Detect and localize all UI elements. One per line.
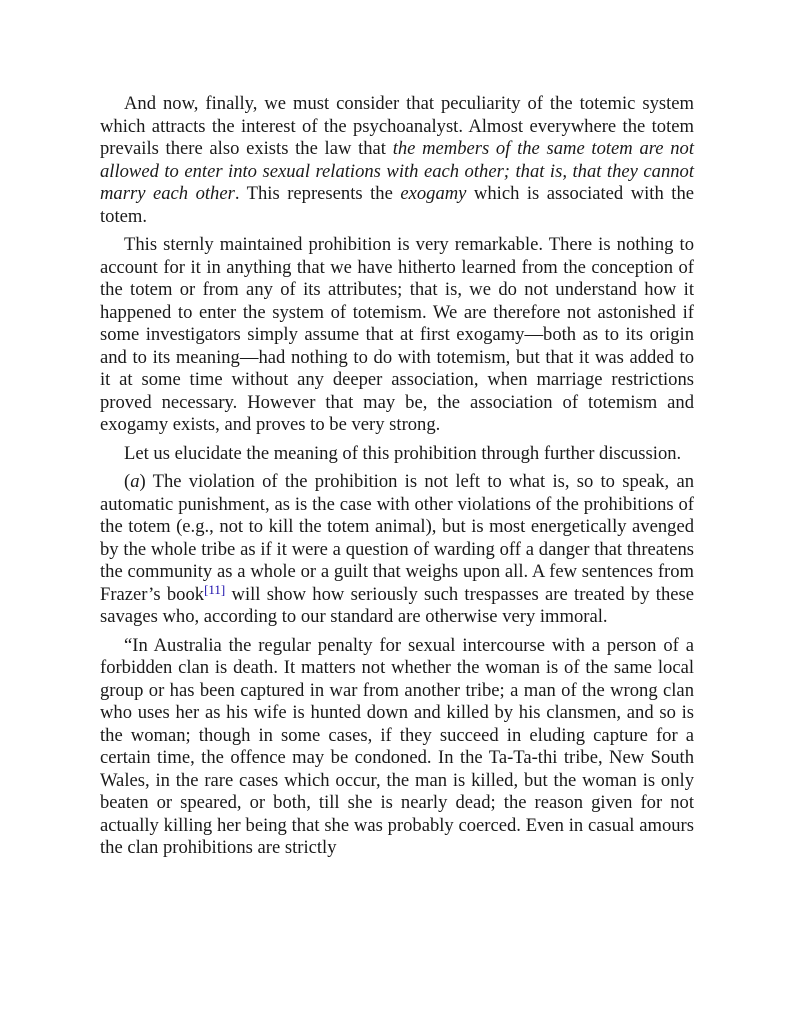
paragraph-exogamy-intro [100, 93, 694, 228]
text-run-italic: exogamy [400, 183, 467, 204]
text-run: “In Australia the regular penalty for sexual intercourse with a person of a forbidden clan is death. It matters not whether the woman is of the same local group or has been captured in war from another tribe; a man of the wrong clan who uses her as his wife is hunted down and killed by his clansmen, and so is the woman; though in some cases, if they succeed in eluding capture for a certain time, the offence may be condoned. In the Ta-Ta-thi tribe, New South Wales, in the rare cases which occur, the man is killed, but the woman is only beaten or speared, or both, till she is nearly dead; the reason given for not actually killing her being that she was probably coerced. Even in casual amours the clan prohibitions are strictly [100, 634, 694, 858]
text-run: This sternly maintained prohibition is very remarkable. There is nothing to account for it in anything that we have hitherto learned from the conception of the totem or from any of its attributes; that is, we do not understand how it happened to enter the system of totemism. We are therefore not astonished if some investigators simply assume that at first exogamy—both as to its origin and to its meaning—had nothing to do with totemism, but that it was added to it at some time without any deeper association, when marriage restrictions proved necessary. However that may be, the association of totemism and exogamy exists, and proves to be very strong. [100, 234, 694, 435]
footnote-link[interactable]: [11] [204, 581, 226, 597]
text-run-italic: the members of the same totem are not allowed to enter into sexual relations with each other; that is, that they cannot marry each other [100, 138, 694, 204]
text-run: which is associated with the totem. [100, 183, 694, 227]
paragraph-prohibition [100, 234, 694, 437]
document-page [100, 93, 694, 860]
text-run: ( [124, 471, 131, 492]
text-run: And now, finally, we must consider that peculiarity of the totemic system which attracts the interest of the psychoanalyst. Almost everywhere the totem prevails there also exists the law that [100, 93, 694, 159]
paragraph-elucidate [100, 443, 694, 466]
text-run: . This represents the [234, 183, 401, 204]
paragraph-violation [100, 471, 694, 629]
text-run: ) The violation of the prohibition is not left to what is, so to speak, an automatic punishment, as is the case with other violations of the prohibitions of the totem (e.g., not to kill the totem animal), but is most energetically avenged by the whole tribe as if it were a question of warding off a danger that threatens the community as a whole or a guilt that weighs upon all. A few sentences from Frazer’s book [100, 471, 694, 605]
text-run: will show how seriously such trespasses are treated by these savages who, according to our standard are otherwise very immoral. [100, 583, 694, 627]
text-run: Let us elucidate the meaning of this prohibition through further discussion. [124, 442, 682, 464]
paragraph-quotation-australia [100, 635, 694, 860]
text-run-italic: a [130, 471, 140, 492]
